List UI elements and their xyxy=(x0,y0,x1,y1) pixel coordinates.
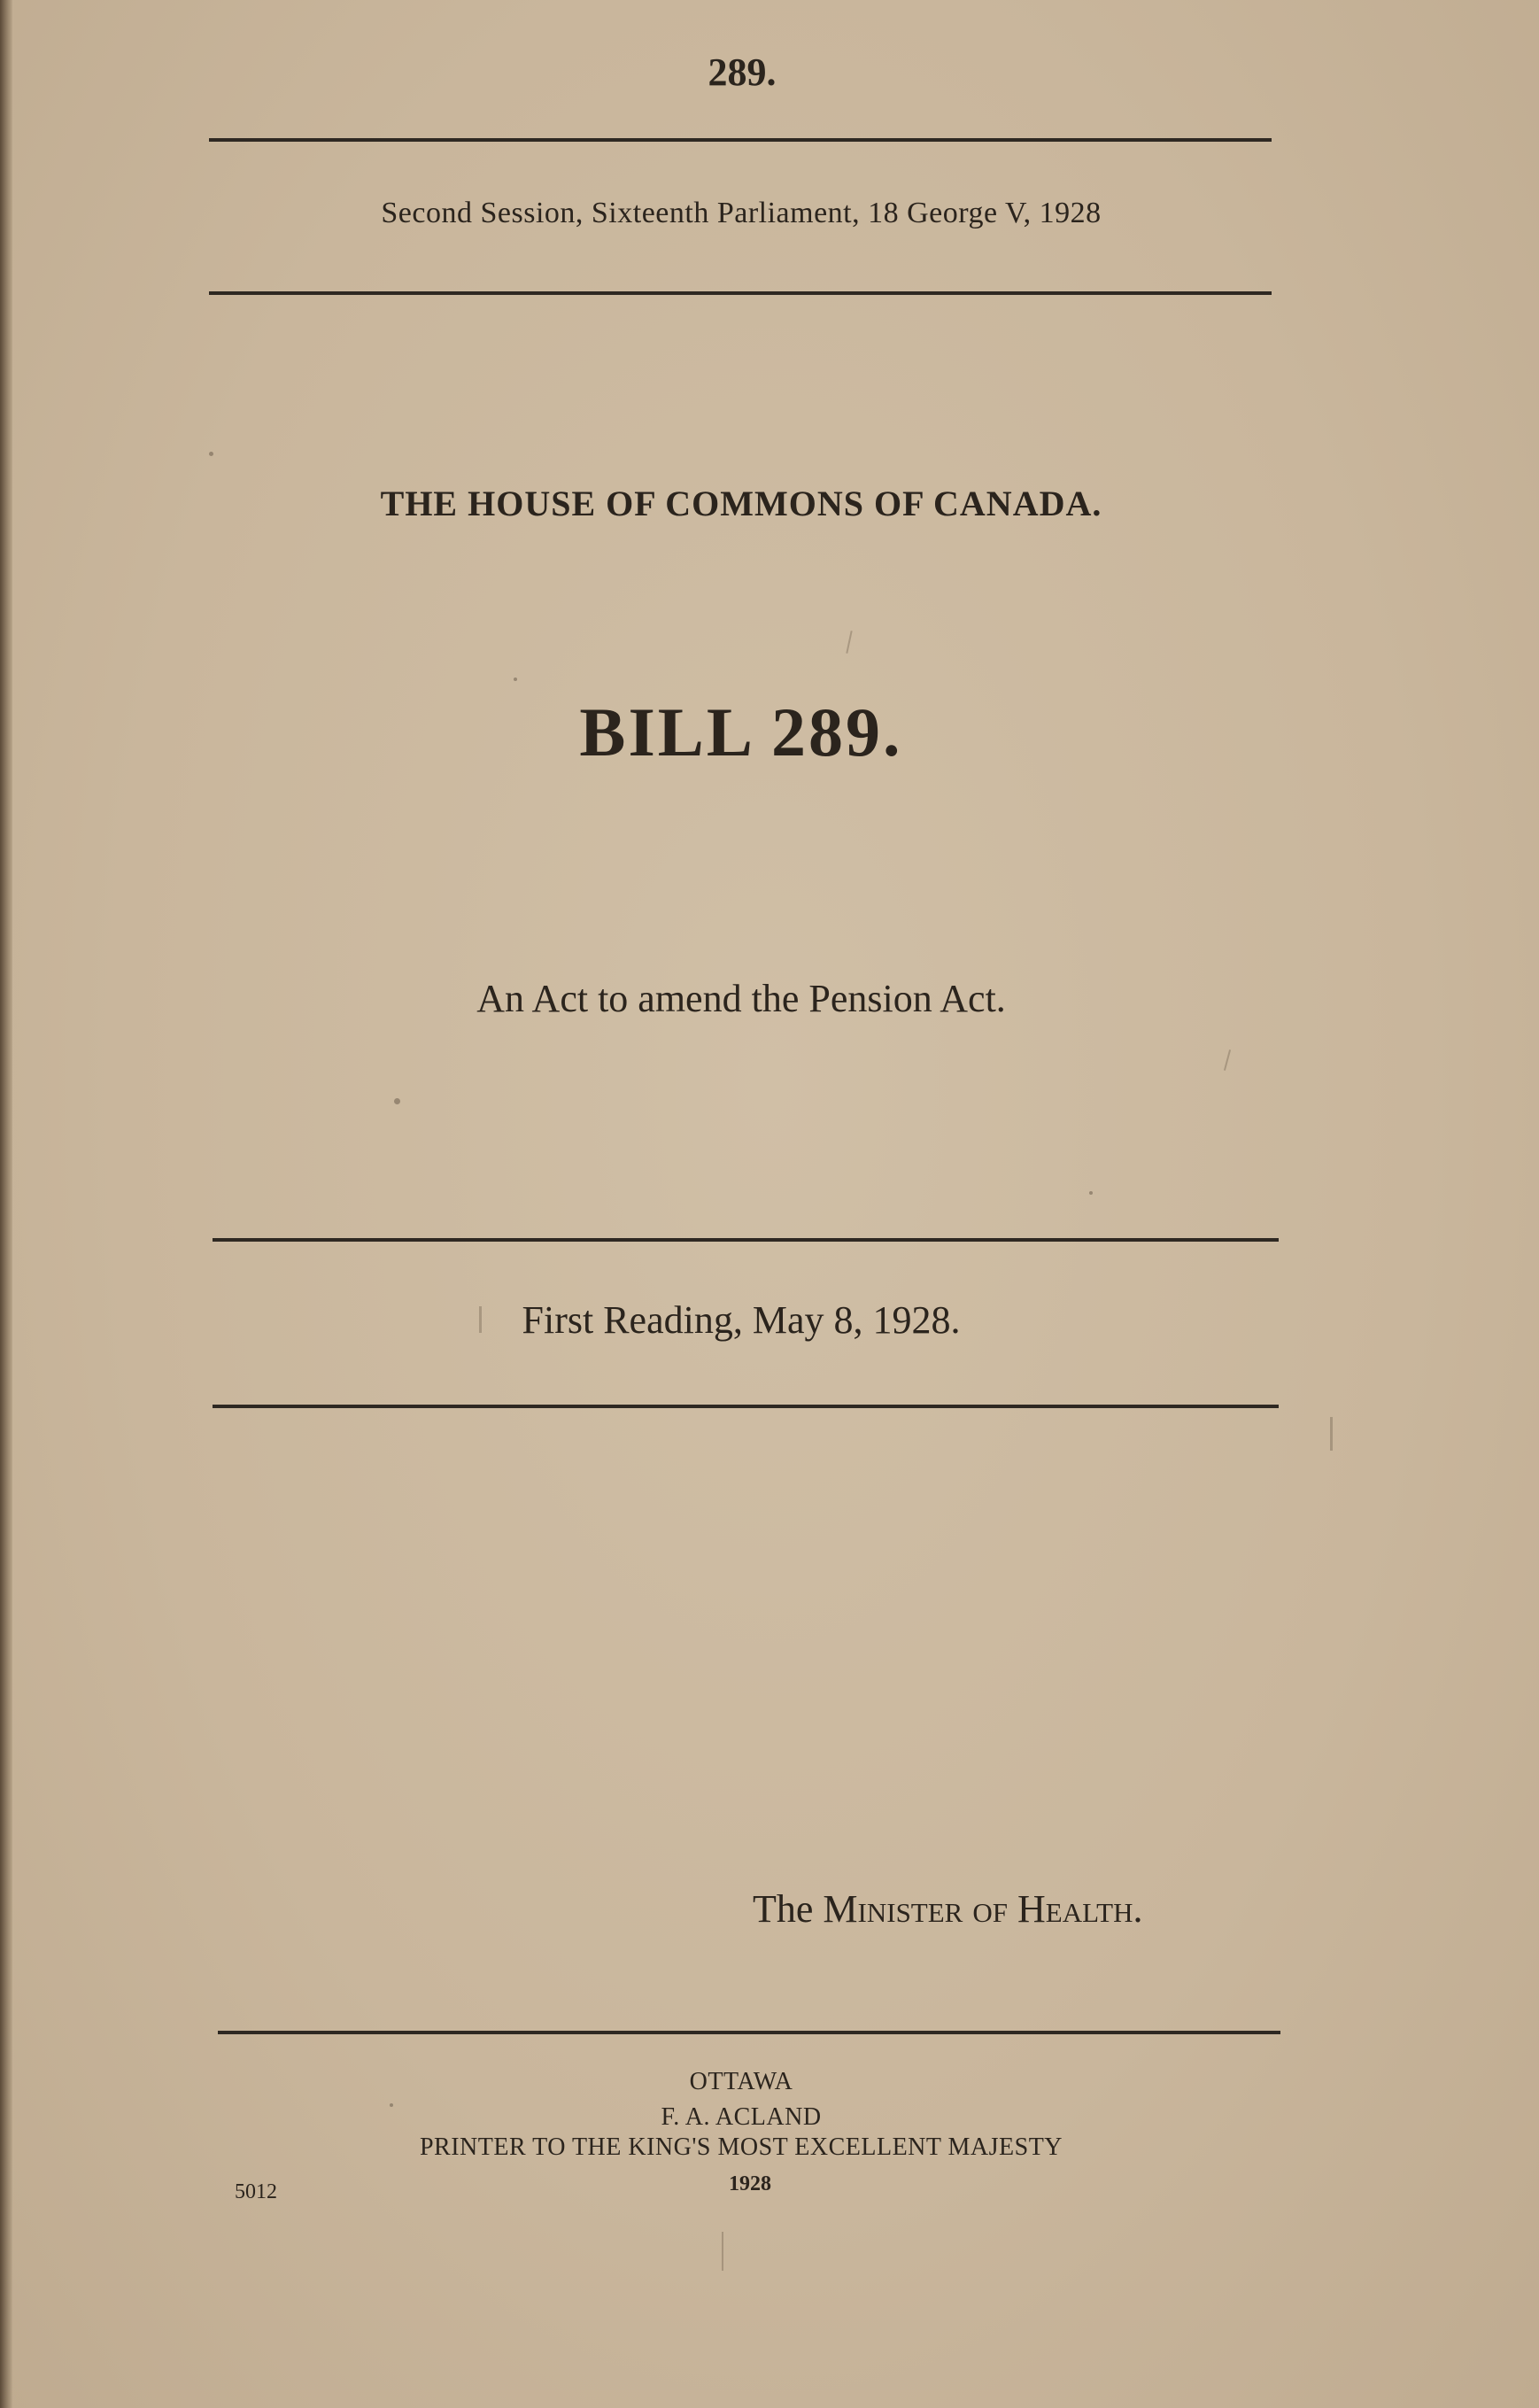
minister-name: Minister of Health. xyxy=(823,1887,1143,1931)
binding-edge xyxy=(0,0,12,2408)
first-reading: First Reading, May 8, 1928. xyxy=(522,1298,961,1342)
minister-article: The xyxy=(753,1887,814,1931)
minister-line xyxy=(753,1886,1249,1932)
page-number: 289. xyxy=(708,50,777,94)
job-number: 5012 xyxy=(235,2180,277,2203)
imprint-city: OTTAWA xyxy=(689,2068,793,2095)
act-title: An Act to amend the Pension Act. xyxy=(476,977,1006,1020)
paper-speck xyxy=(514,677,517,681)
paper-fiber xyxy=(722,2232,723,2271)
top-rule xyxy=(209,138,1272,142)
paper-speck xyxy=(1089,1191,1093,1195)
paper-fiber xyxy=(1330,1417,1333,1451)
paper-fiber xyxy=(1224,1049,1231,1071)
paper-speck xyxy=(394,1098,400,1104)
paper-speck xyxy=(390,2103,393,2107)
imprint-printer-title: PRINTER TO THE KING'S MOST EXCELLENT MAJESTY xyxy=(419,2133,1063,2161)
paper-speck xyxy=(209,452,213,456)
imprint-rule xyxy=(218,2031,1280,2034)
imprint-year: 1928 xyxy=(729,2172,771,2195)
reading-top-rule xyxy=(213,1238,1279,1242)
reading-bottom-rule xyxy=(213,1405,1279,1408)
session-rule xyxy=(209,291,1272,295)
house-title: THE HOUSE OF COMMONS OF CANADA. xyxy=(380,484,1102,523)
paper-fiber xyxy=(846,631,852,654)
bill-title: BILL 289. xyxy=(579,693,903,770)
imprint-printer: F. A. ACLAND xyxy=(661,2103,822,2131)
session-line: Second Session, Sixteenth Parliament, 18 George V, 1928 xyxy=(381,197,1102,229)
